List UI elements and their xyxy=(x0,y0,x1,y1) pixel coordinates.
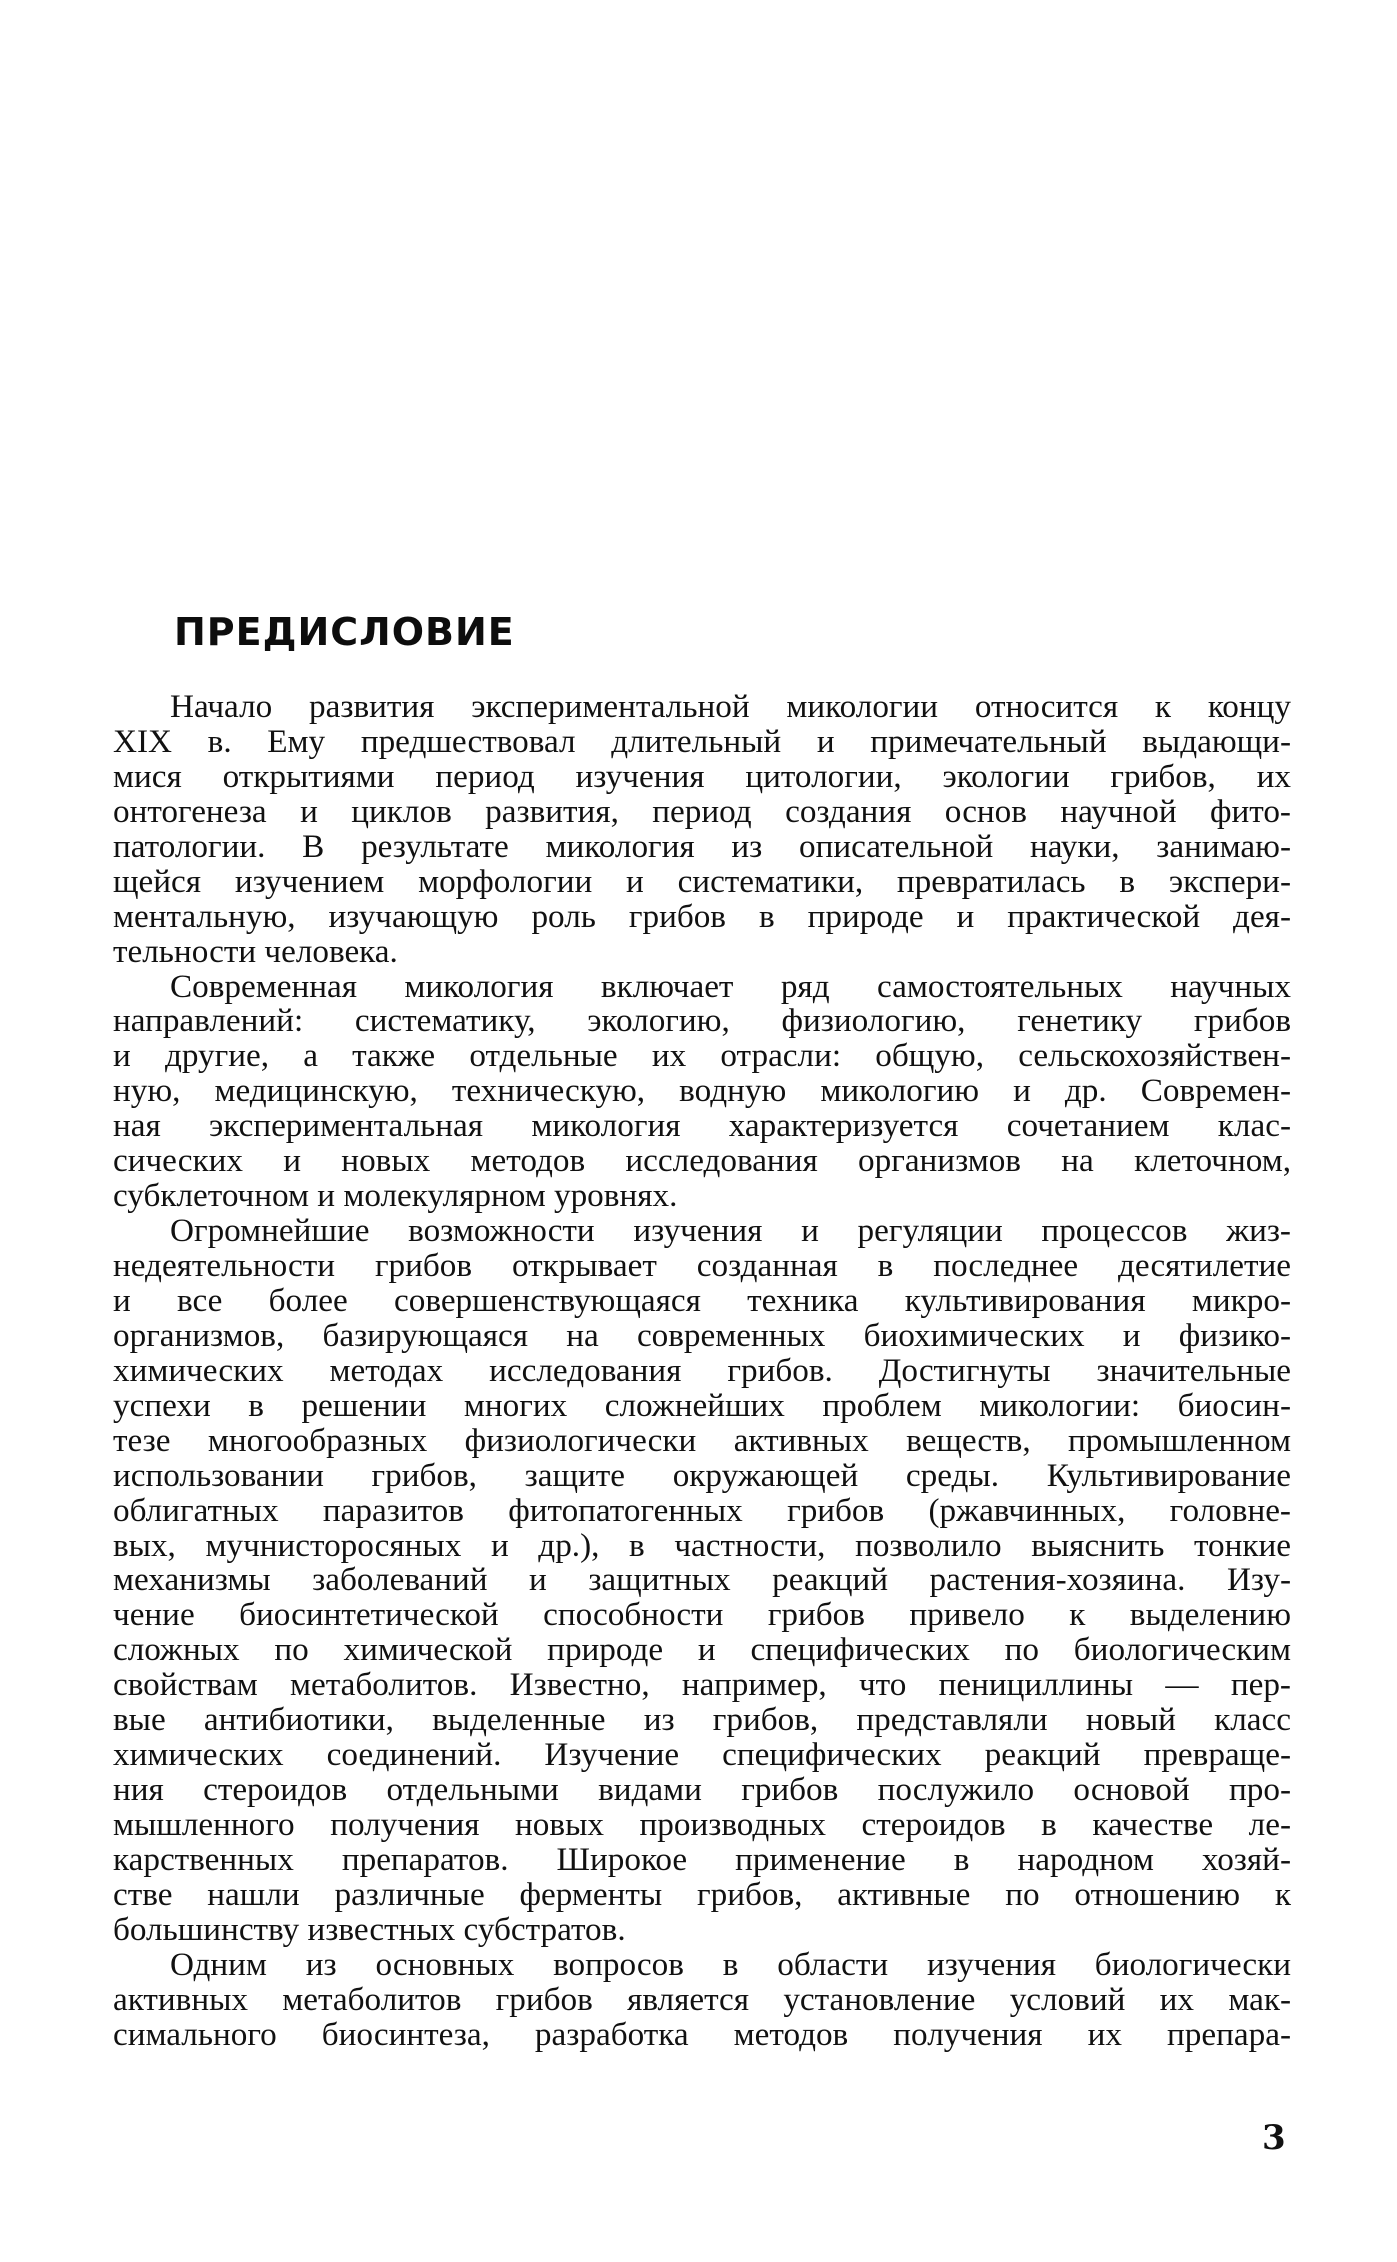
text-line: карственных препаратов. Широкое применение в народном хозяй- xyxy=(113,1840,1291,1878)
text-line: свойствам метаболитов. Известно, например, что пенициллины — пер- xyxy=(113,1666,1291,1704)
text-line: патологии. В результате микология из описательной науки, занимаю- xyxy=(113,827,1291,865)
text-line: облигатных паразитов фитопатогенных грибов (ржавчинных, головне- xyxy=(113,1491,1291,1529)
text-line: щейся изучением морфологии и систематики, превратилась в экспери- xyxy=(113,862,1291,900)
paragraph xyxy=(113,1945,1291,2053)
text-line: большинству известных субстратов. xyxy=(113,1910,626,1948)
text-line: ментальную, изучающую роль грибов в природе и практической дея- xyxy=(113,897,1291,935)
text-line: Одним из основных вопросов в области изучения биологически xyxy=(170,1945,1291,1983)
text-line: успехи в решении многих сложнейших проблем микологии: биосин- xyxy=(113,1386,1291,1424)
text-line: XIX в. Ему предшествовал длительный и примечательный выдающи- xyxy=(113,722,1291,760)
paragraph xyxy=(113,967,1291,1215)
text-line: химических соединений. Изучение специфических реакций превраще- xyxy=(113,1736,1291,1774)
text-line: организмов, базирующаяся на современных биохимических и физико- xyxy=(113,1316,1291,1354)
page-title: ПРЕДИСЛОВИЕ xyxy=(174,610,515,654)
text-line: симального биосинтеза, разработка методов получения их препара- xyxy=(113,2015,1291,2053)
body-text xyxy=(113,690,1291,2053)
text-line: ния стероидов отдельными видами грибов послужило основой про- xyxy=(113,1771,1291,1809)
paragraph xyxy=(113,690,1291,970)
text-line: ную, медицинскую, техническую, водную микологию и др. Современ- xyxy=(113,1072,1291,1110)
text-line: тельности человека. xyxy=(113,932,398,970)
text-line: направлений: систематику, экологию, физиологию, генетику грибов xyxy=(113,1002,1291,1040)
text-line: и другие, а также отдельные их отрасли: общую, сельскохозяйствен- xyxy=(113,1037,1291,1075)
text-line: тезе многообразных физиологически активных веществ, промышленном xyxy=(113,1421,1291,1459)
text-line: и все более совершенствующаяся техника культивирования микро- xyxy=(113,1281,1291,1319)
text-line: онтогенеза и циклов развития, период создания основ научной фито- xyxy=(113,792,1291,830)
text-line: ная экспериментальная микология характеризуется сочетанием клас- xyxy=(113,1107,1291,1145)
text-line: сложных по химической природе и специфических по биологическим xyxy=(113,1631,1291,1669)
text-line: мися открытиями период изучения цитологии, экологии грибов, их xyxy=(113,757,1291,795)
text-line: сических и новых методов исследования организмов на клеточном, xyxy=(113,1142,1291,1180)
text-line: механизмы заболеваний и защитных реакций растения-хозяина. Изу- xyxy=(113,1561,1291,1599)
text-line: вые антибиотики, выделенные из грибов, представляли новый класс xyxy=(113,1701,1291,1739)
text-line: активных метаболитов грибов является установление условий их мак- xyxy=(113,1980,1291,2018)
page-number: 3 xyxy=(1262,2118,1286,2158)
text-line: Начало развития экспериментальной микологии относится к концу xyxy=(170,688,1291,725)
text-line: мышленного получения новых производных стероидов в качестве ле- xyxy=(113,1806,1291,1843)
text-line: Огромнейшие возможности изучения и регуляции процессов жиз- xyxy=(170,1212,1291,1250)
paragraph xyxy=(113,1214,1291,1948)
text-line: недеятельности грибов открывает созданная в последнее десятилетие xyxy=(113,1247,1291,1284)
text-line: субклеточном и молекулярном уровнях. xyxy=(113,1177,678,1215)
text-line: вых, мучнисторосяных и др.), в частности, позволило выяснить тонкие xyxy=(113,1526,1291,1564)
text-line: стве нашли различные ферменты грибов, активные по отношению к xyxy=(113,1875,1291,1913)
text-line: использовании грибов, защите окружающей среды. Культивирование xyxy=(113,1456,1291,1494)
text-line: Современная микология включает ряд самостоятельных научных xyxy=(170,967,1291,1005)
text-line: химических методах исследования грибов. Достигнуты значительные xyxy=(113,1351,1291,1389)
text-line: чение биосинтетической способности грибов привело к выделению xyxy=(113,1596,1291,1634)
